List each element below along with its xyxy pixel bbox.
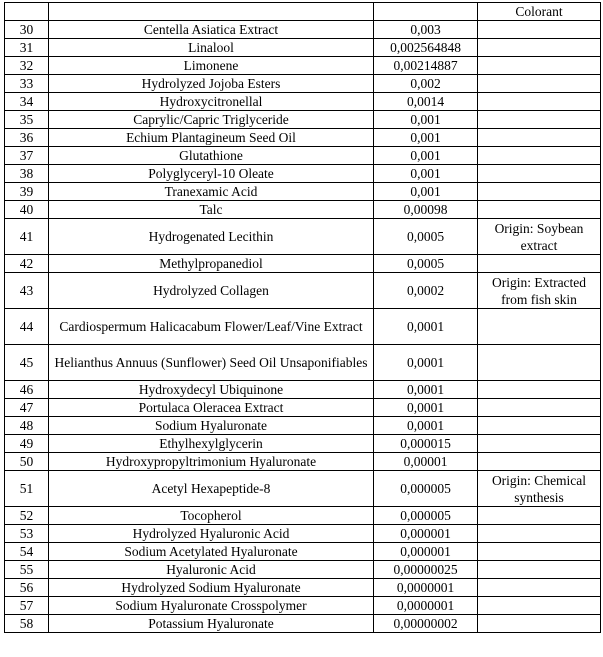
- origin-note-cell: [478, 561, 601, 579]
- ingredient-name-cell: Sodium Hyaluronate Crosspolymer: [49, 597, 374, 615]
- concentration-cell: 0,001: [374, 129, 478, 147]
- table-row: [5, 381, 601, 399]
- row-number-cell: 52: [5, 507, 49, 525]
- table-body: [5, 3, 601, 633]
- concentration-cell: 0,000015: [374, 435, 478, 453]
- row-number-cell: 54: [5, 543, 49, 561]
- header-value-cell: [374, 3, 478, 21]
- table-row: [5, 183, 601, 201]
- concentration-cell: 0,0005: [374, 255, 478, 273]
- origin-note-cell: [478, 309, 601, 345]
- row-number-cell: 32: [5, 57, 49, 75]
- table-row: [5, 435, 601, 453]
- ingredient-name-cell: Hyaluronic Acid: [49, 561, 374, 579]
- ingredient-name-cell: Linalool: [49, 39, 374, 57]
- table-row: [5, 273, 601, 309]
- row-number-cell: 58: [5, 615, 49, 633]
- table-row: [5, 111, 601, 129]
- concentration-cell: 0,000001: [374, 525, 478, 543]
- origin-note-cell: [478, 525, 601, 543]
- row-number-cell: 49: [5, 435, 49, 453]
- row-number-cell: 42: [5, 255, 49, 273]
- header-note-cell: Colorant: [478, 3, 601, 21]
- row-number-cell: 57: [5, 597, 49, 615]
- row-number-cell: 53: [5, 525, 49, 543]
- concentration-cell: 0,000005: [374, 507, 478, 525]
- row-number-cell: 40: [5, 201, 49, 219]
- concentration-cell: 0,0005: [374, 219, 478, 255]
- concentration-cell: 0,002: [374, 75, 478, 93]
- row-number-cell: 30: [5, 21, 49, 39]
- origin-note-cell: [478, 39, 601, 57]
- origin-note-cell: [478, 345, 601, 381]
- table-row: [5, 543, 601, 561]
- concentration-cell: 0,0002: [374, 273, 478, 309]
- concentration-cell: 0,001: [374, 111, 478, 129]
- ingredient-name-cell: Portulaca Oleracea Extract: [49, 399, 374, 417]
- row-number-cell: 51: [5, 471, 49, 507]
- origin-note-cell: [478, 435, 601, 453]
- ingredient-name-cell: Helianthus Annuus (Sunflower) Seed Oil Unsaponifiables: [49, 345, 374, 381]
- table-row: [5, 579, 601, 597]
- table-row: [5, 165, 601, 183]
- table-row: [5, 417, 601, 435]
- concentration-cell: 0,0000001: [374, 597, 478, 615]
- concentration-cell: 0,0014: [374, 93, 478, 111]
- origin-note-cell: [478, 57, 601, 75]
- origin-note-cell: Origin: Chemical synthesis: [478, 471, 601, 507]
- origin-note-cell: [478, 111, 601, 129]
- ingredient-name-cell: Tocopherol: [49, 507, 374, 525]
- table-row: [5, 399, 601, 417]
- ingredient-name-cell: Methylpropanediol: [49, 255, 374, 273]
- table-row: [5, 525, 601, 543]
- concentration-cell: 0,00000002: [374, 615, 478, 633]
- origin-note-cell: [478, 255, 601, 273]
- ingredient-name-cell: Limonene: [49, 57, 374, 75]
- ingredient-name-cell: Sodium Acetylated Hyaluronate: [49, 543, 374, 561]
- ingredient-name-cell: Cardiospermum Halicacabum Flower/Leaf/Vine Extract: [49, 309, 374, 345]
- row-number-cell: 41: [5, 219, 49, 255]
- ingredient-name-cell: Ethylhexylglycerin: [49, 435, 374, 453]
- header-name-cell: [49, 3, 374, 21]
- table-row: [5, 453, 601, 471]
- row-number-cell: 37: [5, 147, 49, 165]
- concentration-cell: 0,00098: [374, 201, 478, 219]
- row-number-cell: 38: [5, 165, 49, 183]
- concentration-cell: 0,000001: [374, 543, 478, 561]
- concentration-cell: 0,001: [374, 165, 478, 183]
- concentration-cell: 0,0001: [374, 381, 478, 399]
- row-number-cell: 43: [5, 273, 49, 309]
- origin-note-cell: [478, 183, 601, 201]
- row-number-cell: 31: [5, 39, 49, 57]
- table-row: [5, 39, 601, 57]
- origin-note-cell: [478, 597, 601, 615]
- table-row: [5, 309, 601, 345]
- origin-note-cell: [478, 543, 601, 561]
- origin-note-cell: Origin: Soybean extract: [478, 219, 601, 255]
- concentration-cell: 0,0001: [374, 417, 478, 435]
- table-row: [5, 93, 601, 111]
- concentration-cell: 0,0001: [374, 399, 478, 417]
- row-number-cell: 45: [5, 345, 49, 381]
- origin-note-cell: [478, 399, 601, 417]
- origin-note-cell: [478, 75, 601, 93]
- row-number-cell: 33: [5, 75, 49, 93]
- origin-note-cell: [478, 453, 601, 471]
- concentration-cell: 0,0000001: [374, 579, 478, 597]
- row-number-cell: 56: [5, 579, 49, 597]
- origin-note-cell: [478, 147, 601, 165]
- concentration-cell: 0,003: [374, 21, 478, 39]
- ingredients-table: [4, 2, 601, 633]
- ingredient-name-cell: Sodium Hyaluronate: [49, 417, 374, 435]
- ingredient-name-cell: Hydrolyzed Sodium Hyaluronate: [49, 579, 374, 597]
- row-number-cell: 55: [5, 561, 49, 579]
- concentration-cell: 0,00000025: [374, 561, 478, 579]
- row-number-cell: 35: [5, 111, 49, 129]
- concentration-cell: 0,002564848: [374, 39, 478, 57]
- ingredient-name-cell: Polyglyceryl-10 Oleate: [49, 165, 374, 183]
- row-number-cell: 50: [5, 453, 49, 471]
- ingredient-name-cell: Hydrolyzed Jojoba Esters: [49, 75, 374, 93]
- ingredient-name-cell: Hydrogenated Lecithin: [49, 219, 374, 255]
- table-row: [5, 255, 601, 273]
- row-number-cell: 39: [5, 183, 49, 201]
- table-row: [5, 147, 601, 165]
- concentration-cell: 0,0001: [374, 309, 478, 345]
- ingredient-name-cell: Hydroxycitronellal: [49, 93, 374, 111]
- table-row: [5, 201, 601, 219]
- row-number-cell: 36: [5, 129, 49, 147]
- origin-note-cell: Origin: Extracted from fish skin: [478, 273, 601, 309]
- table-row: [5, 21, 601, 39]
- table-row: [5, 615, 601, 633]
- row-number-cell: 46: [5, 381, 49, 399]
- concentration-cell: 0,000005: [374, 471, 478, 507]
- ingredient-name-cell: Acetyl Hexapeptide-8: [49, 471, 374, 507]
- ingredient-name-cell: Hydrolyzed Collagen: [49, 273, 374, 309]
- origin-note-cell: [478, 165, 601, 183]
- concentration-cell: 0,00214887: [374, 57, 478, 75]
- concentration-cell: 0,0001: [374, 345, 478, 381]
- table-row: [5, 471, 601, 507]
- ingredient-name-cell: Hydroxydecyl Ubiquinone: [49, 381, 374, 399]
- origin-note-cell: [478, 201, 601, 219]
- table-row: [5, 129, 601, 147]
- origin-note-cell: [478, 381, 601, 399]
- concentration-cell: 0,001: [374, 147, 478, 165]
- row-number-cell: 47: [5, 399, 49, 417]
- ingredient-name-cell: Tranexamic Acid: [49, 183, 374, 201]
- ingredient-name-cell: Hydroxypropyltrimonium Hyaluronate: [49, 453, 374, 471]
- table-row: [5, 219, 601, 255]
- row-number-cell: 34: [5, 93, 49, 111]
- ingredient-name-cell: Glutathione: [49, 147, 374, 165]
- origin-note-cell: [478, 579, 601, 597]
- table-row: [5, 507, 601, 525]
- concentration-cell: 0,00001: [374, 453, 478, 471]
- row-number-cell: 48: [5, 417, 49, 435]
- table-row: [5, 597, 601, 615]
- origin-note-cell: [478, 93, 601, 111]
- ingredient-name-cell: Talc: [49, 201, 374, 219]
- ingredient-name-cell: Echium Plantagineum Seed Oil: [49, 129, 374, 147]
- table-row: [5, 561, 601, 579]
- header-num-cell: [5, 3, 49, 21]
- table-row: [5, 57, 601, 75]
- origin-note-cell: [478, 507, 601, 525]
- origin-note-cell: [478, 129, 601, 147]
- ingredient-name-cell: Hydrolyzed Hyaluronic Acid: [49, 525, 374, 543]
- table-row: [5, 345, 601, 381]
- origin-note-cell: [478, 21, 601, 39]
- table-row: [5, 75, 601, 93]
- concentration-cell: 0,001: [374, 183, 478, 201]
- ingredient-name-cell: Caprylic/Capric Triglyceride: [49, 111, 374, 129]
- row-number-cell: 44: [5, 309, 49, 345]
- origin-note-cell: [478, 417, 601, 435]
- ingredient-name-cell: Potassium Hyaluronate: [49, 615, 374, 633]
- ingredient-name-cell: Centella Asiatica Extract: [49, 21, 374, 39]
- origin-note-cell: [478, 615, 601, 633]
- header-row: [5, 3, 601, 21]
